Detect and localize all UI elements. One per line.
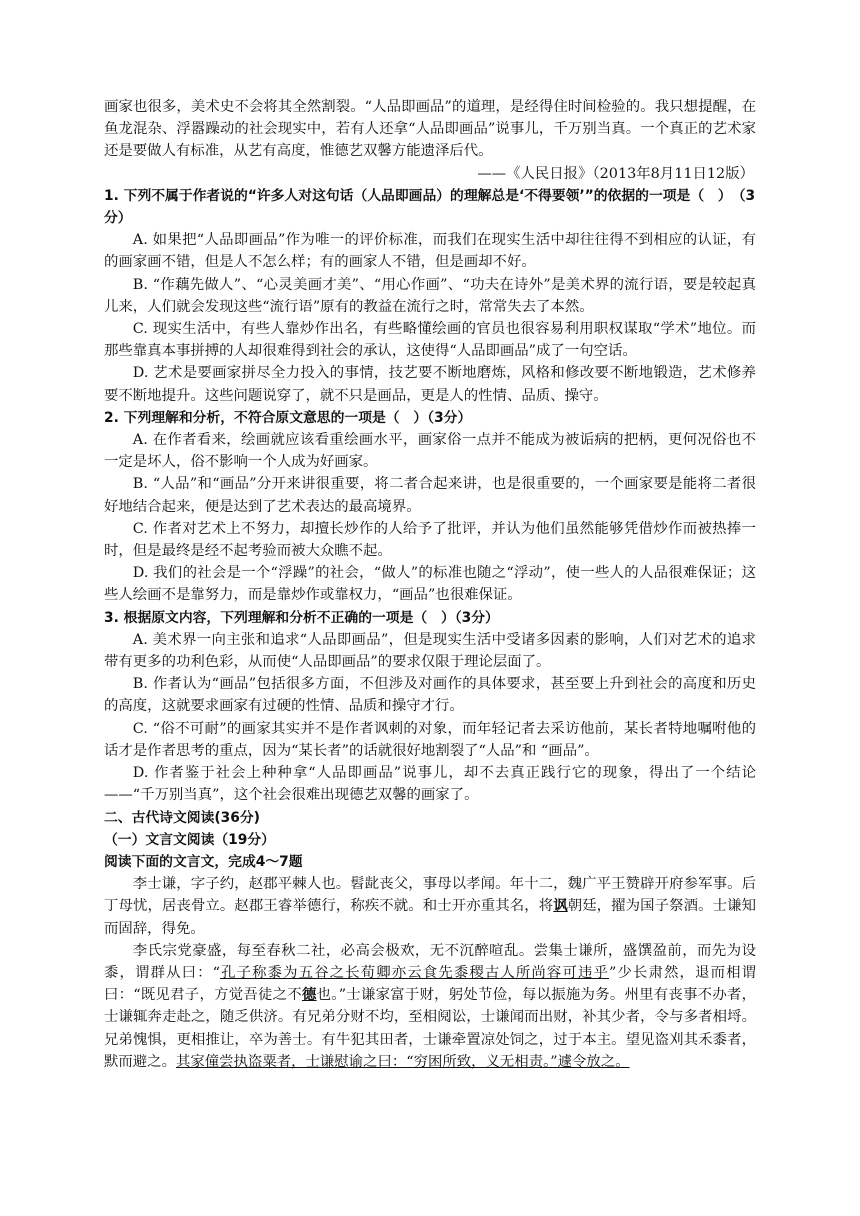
classical-p2-text-b: ”少长肃然，退而相谓曰：“既见君子，方觉吾徒之不 xyxy=(104,964,756,1004)
question-2-option-c: C. 作者对艺术上不努力，却擅长炒作的人给予了批评，并认为他们虽然能够凭借炒作而被热捧一时，但是最终是经不起考验而被大众瞧不起。 xyxy=(104,520,756,560)
question-1-stem: 1. 下列不属于作者说的“许多人对这句话（人品即画品）的理解总是‘不得要领’”的依据的一项是（ ） （3分） xyxy=(104,187,756,227)
subsection-heading: （一）文言文阅读（19分） xyxy=(104,831,275,848)
question-1-option-c: C. 现实生活中，有些人靠炒作出名，有些略懂绘画的官员也很容易利用职权谋取“学术”地位。而那些靠真本事拼搏的人却很难得到社会的承认，这使得“人品即画品”成了一句空话。 xyxy=(104,321,756,360)
classical-p2-translation-sentence: 其家僮尝执盗粟者，士谦慰谕之曰：“穷困所致，义无相责。”遽令放之。 xyxy=(175,1053,630,1070)
question-2-option-a: A. 在作者看来，绘画就应该看重绘画水平，画家俗一点并不能成为被诟病的把柄，更何况俗也不一定是坏人，俗不影响一个人成为好画家。 xyxy=(104,432,756,471)
question-2-option-d: D. 我们的社会是一个“浮躁”的社会，“做人”的标准也随之“浮动”，使一些人的人品很难保证；这些人绘画不是靠努力，而是靠炒作或靠权力，“画品”也很难保证。 xyxy=(104,565,756,604)
classical-p1-key-word: 讽 xyxy=(553,897,568,915)
question-3-option-a: A. 美术界一向主张和追求“人品即画品”，但是现实生活中受诸多因素的影响，人们对艺术的追求带有更多的功利色彩，从而使“人品即画品”的要求仅限于理论层面了。 xyxy=(104,631,756,671)
question-1-option-d: D. 艺术是要画家拼尽全力投入的事情，技艺要不断地磨炼，风格和修改要不断地锻造，艺术修养要不断地提升。这些问题说穿了，就不只是画品，更是人的性情、品质、操守。 xyxy=(104,365,756,404)
classical-p1-text-b: 朝廷，擢为国子祭酒。士谦知而固辞，得免。 xyxy=(104,898,756,937)
question-3-stem: 3. 根据原文内容，下列理解和分析不正确的一项是（ ）（3分） xyxy=(104,609,499,626)
question-2-stem: 2. 下列理解和分析，不符合原文意思的一项是（ ）（3分） xyxy=(104,409,472,426)
question-2-option-b: B. “人品”和“画品”分开来讲很重要，将二者合起来讲，也是很重要的，一个画家要是能将二者很好地结合起来，便是达到了艺术表达的最高境界。 xyxy=(104,476,756,515)
classical-p1-text-a: 李士谦，字子约，赵郡平棘人也。髫龀丧父，事母以孝闻。年十二，魏广平王赞辟开府参军事。后丁母忧，居丧骨立。赵郡王睿举德行，称疾不就。和士开亦重其名，将 xyxy=(104,876,756,915)
question-3-option-b: B. 作者认为“画品”包括很多方面，不但涉及对画作的具体要求，甚至要上升到社会的高度和历史的高度，这就要求画家有过硬的性情、品质和操守才行。 xyxy=(104,676,756,715)
source-citation: ——《人民日报》（2013年8月11日12版） xyxy=(477,165,754,182)
classical-p2-text-a: 李氏宗党豪盛，每至春秋二社，必高会极欢，无不沉醉喧乱。尝集士谦所，盛馔盈前，而先为设黍，谓群从曰：“ xyxy=(104,942,756,981)
classical-p2-key-word: 德 xyxy=(301,986,317,1004)
classical-p2-unpunctuated-sentence: 孔子称黍为五谷之长荀卿亦云食先黍稷古人所尚容可违乎 xyxy=(219,964,609,981)
classical-paragraph-1 xyxy=(104,873,756,940)
classical-paragraph-2 xyxy=(104,940,756,1073)
section-heading: 二、古代诗文阅读(36分) xyxy=(104,809,260,826)
document-page xyxy=(104,96,756,1073)
question-3-option-c: C. “俗不可耐”的画家其实并不是作者讽刺的对象，而年轻记者去采访他前，某长者特地嘱咐他的话才是作者思考的重点，因为“某长者”的话就很好地割裂了“人品”和 “画品”。 xyxy=(104,720,756,759)
question-1-option-a: A. 如果把“人品即画品”作为唯一的评价标准，而我们在现实生活中却往往得不到相应的认证，有的画家画不错，但是人不怎么样；有的画家人不错，但是画却不好。 xyxy=(104,232,756,271)
reading-instruction: 阅读下面的文言文，完成4～7题 xyxy=(104,853,303,870)
question-3-option-d: D. 作者鉴于社会上种种拿“人品即画品”说事儿，却不去真正践行它的现象，得出了一个结论——“千万别当真”，这个社会很难出现德艺双馨的画家了。 xyxy=(104,765,756,804)
intro-paragraph: 画家也很多，美术史不会将其全然割裂。“人品即画品”的道理，是经得住时间检验的。我只想提醒，在鱼龙混杂、浮嚣躁动的社会现实中，若有人还拿“人品即画品”说事儿，千万别当真。一个真正的艺术家还是要做人有标准，从艺有高度，惟德艺双馨方能遗泽后代。 xyxy=(104,99,756,160)
question-1-option-b: B. “作藕先做人”、“心灵美画才美”、“用心作画”、“功夫在诗外”是美术界的流行语，要是较起真儿来，人们就会发现这些“流行语”原有的教益在流行之时，常常失去了本然。 xyxy=(104,276,756,315)
classical-p2-text-c: 也。”士谦家富于财，躬处节俭，每以振施为务。州里有丧事不办者，士谦辄奔走赴之，随乏供济。有兄弟分财不均，至相阋讼，士谦闻而出财，补其少者，令与多者相埒。兄弟愧惧，更相推让，卒为善士。有牛犯其田者，士谦牵置凉处饲之，过于本主。望见盗刈其禾黍者，默而避之。 xyxy=(104,987,756,1070)
